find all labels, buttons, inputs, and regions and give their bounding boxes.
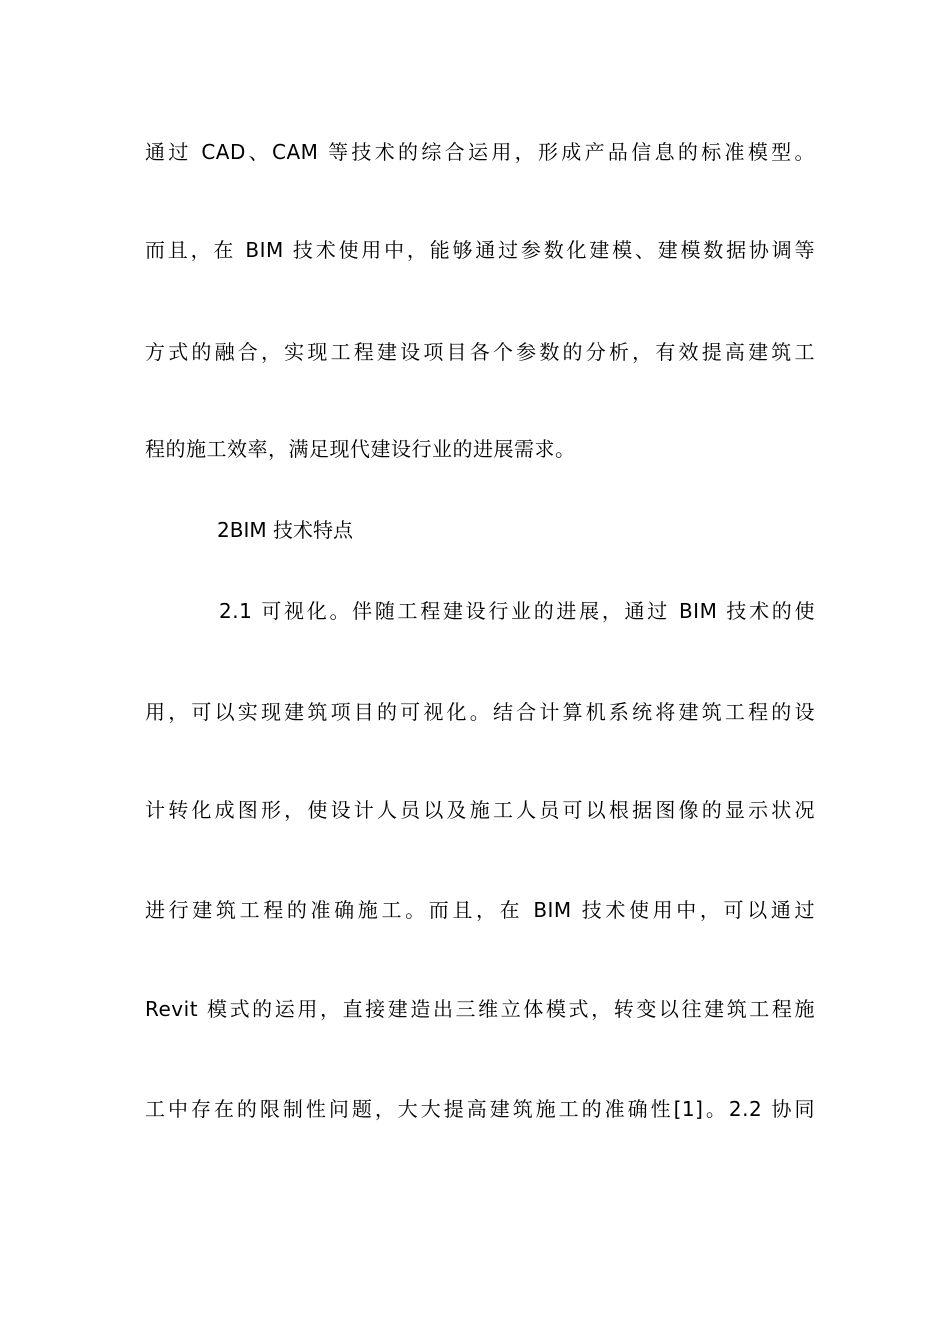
paragraph-line: 计转化成图形，使设计人员以及施工人员可以根据图像的显示状况 bbox=[145, 798, 815, 822]
paragraph-line: 用，可以实现建筑项目的可视化。结合计算机系统将建筑工程的设 bbox=[145, 700, 815, 724]
paragraph-line: 工中存在的限制性问题，大大提高建筑施工的准确性[1]。2.2 协同 bbox=[145, 1097, 815, 1121]
paragraph-line: 进行建筑工程的准确施工。而且，在 BIM 技术使用中，可以通过 bbox=[145, 898, 815, 922]
paragraph-line: 而且，在 BIM 技术使用中，能够通过参数化建模、建模数据协调等 bbox=[145, 238, 815, 262]
paragraph-line: Revit 模式的运用，直接建造出三维立体模式，转变以往建筑工程施 bbox=[145, 997, 815, 1021]
paragraph-line: 方式的融合，实现工程建设项目各个参数的分析，有效提高建筑工 bbox=[145, 340, 815, 364]
paragraph-line: 程的施工效率，满足现代建设行业的进展需求。 bbox=[145, 437, 576, 461]
paragraph-line: 2.1 可视化。伴随工程建设行业的进展，通过 BIM 技术的使 bbox=[219, 599, 815, 623]
paragraph-line: 通过 CAD、CAM 等技术的综合运用，形成产品信息的标准模型。 bbox=[145, 140, 815, 164]
section-heading: 2BIM 技术特点 bbox=[217, 518, 353, 542]
